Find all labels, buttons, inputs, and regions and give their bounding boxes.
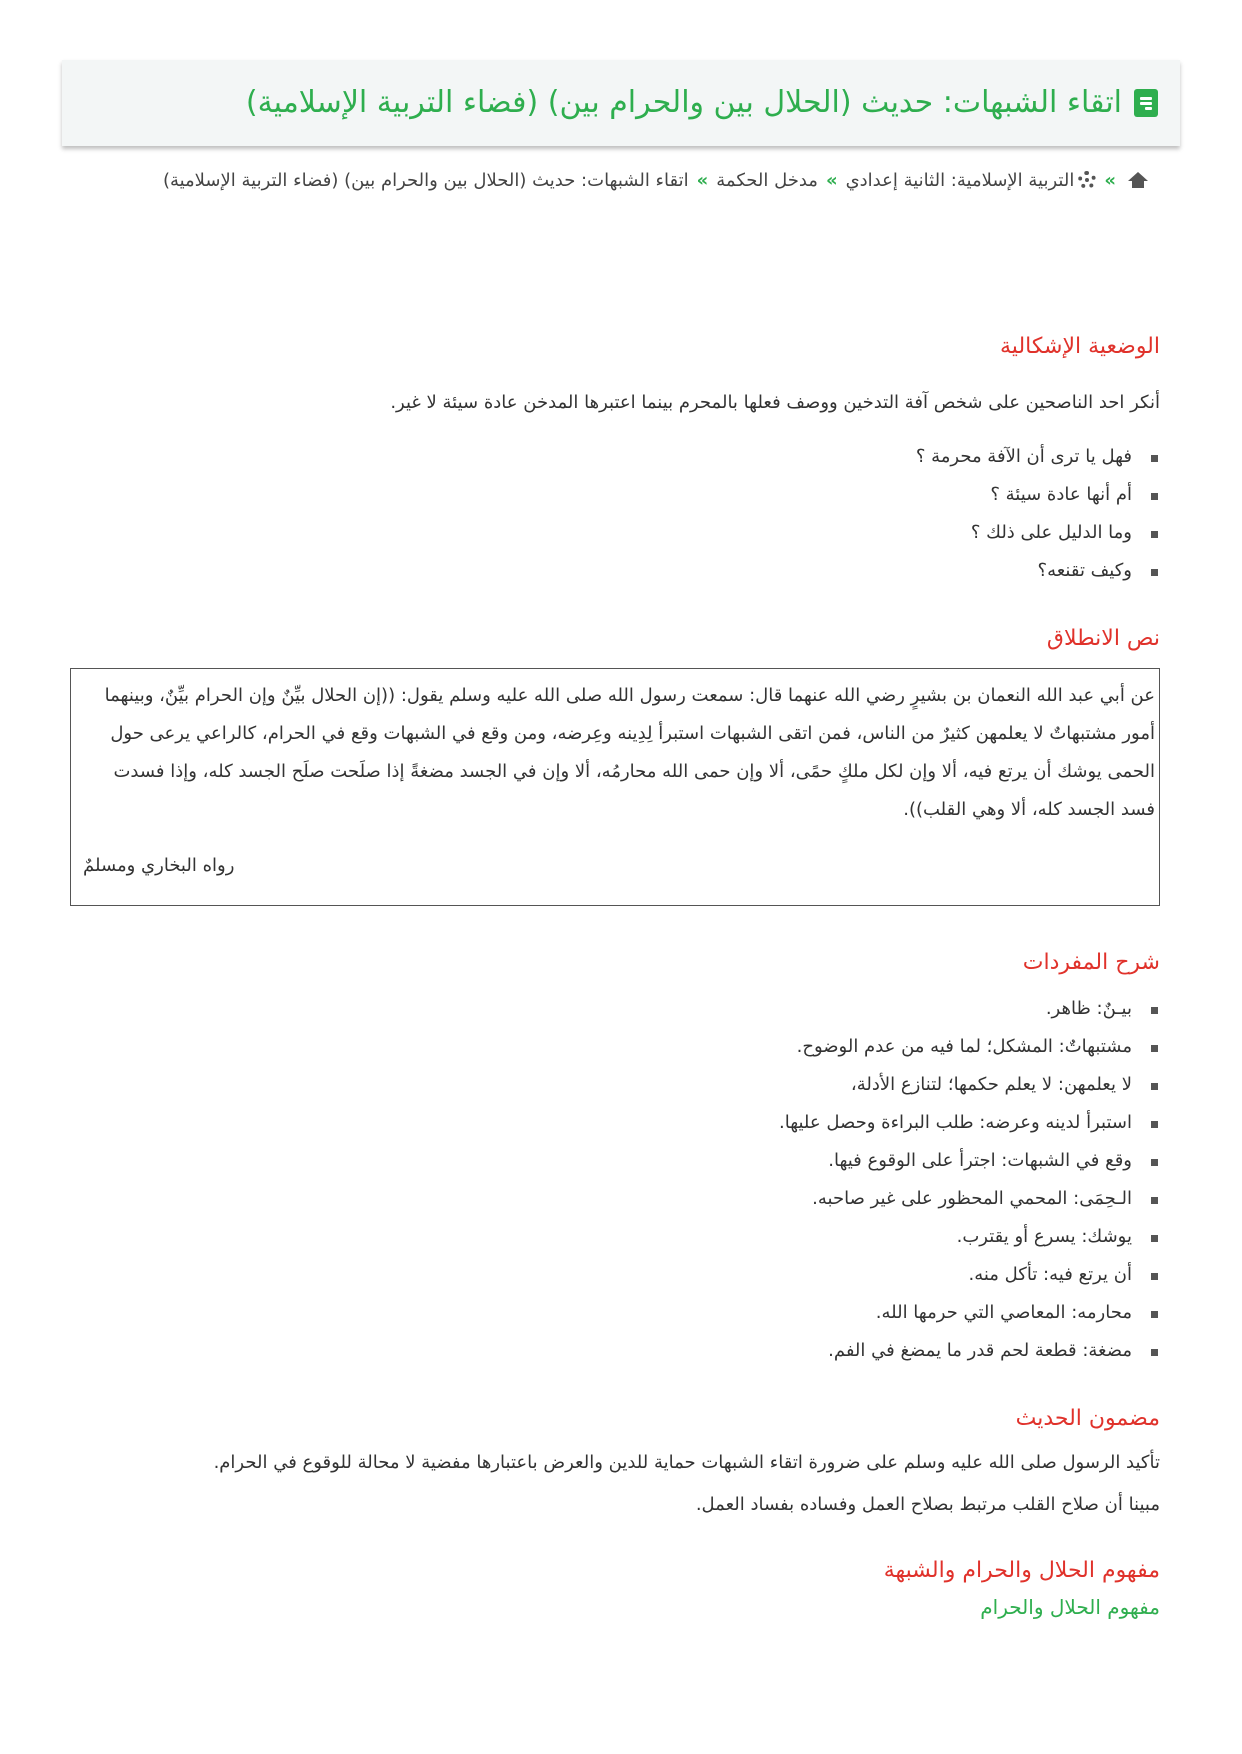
list-item: يوشك: يسرع أو يقترب. <box>70 1218 1132 1256</box>
list-item: وقع في الشبهات: اجترأ على الوقوع فيها. <box>70 1142 1132 1180</box>
content-line: مبينا أن صلاح القلب مرتبط بصلاح العمل وفساده بفساد العمل. <box>695 1494 1160 1515</box>
list-item: لا يعلمهن: لا يعلم حكمها؛ لتنازع الأدلة، <box>70 1066 1132 1104</box>
gear-icon <box>1078 171 1096 189</box>
list-item: بيـنٌ: ظاهر. <box>70 990 1132 1028</box>
section-title-vocab: شرح المفردات <box>1022 950 1160 975</box>
list-item: أم أنها عادة سيئة ؟ <box>70 476 1132 514</box>
breadcrumb-separator: » <box>1104 170 1116 191</box>
list-item: مضغة: قطعة لحم قدر ما يمضغ في الفم. <box>70 1332 1132 1370</box>
list-item: أن يرتع فيه: تأكل منه. <box>70 1256 1132 1294</box>
list-item: وما الدليل على ذلك ؟ <box>70 514 1132 552</box>
page-header <box>62 60 1180 146</box>
list-item: استبرأ لدينه وعرضه: طلب البراءة وحصل عليها. <box>70 1104 1132 1142</box>
list-item: الـحِمَى: المحمي المحظور على غير صاحبه. <box>70 1180 1132 1218</box>
breadcrumb <box>148 164 1148 198</box>
section-title-content: مضمون الحديث <box>1015 1406 1160 1431</box>
content-section <box>70 1404 1160 1526</box>
breadcrumb-separator: » <box>825 170 838 191</box>
vocab-list <box>70 990 1160 1370</box>
page-title: اتقاء الشبهات: حديث (الحلال بين والحرام بين) (فضاء التربية الإسلامية) <box>245 85 1122 120</box>
hadith-text: عن أبي عبد الله النعمان بن بشيرٍ رضي الله عنهما قال: سمعت رسول الله صلى الله عليه وسلم يقول: ((إن الحلال بيِّنٌ وإن الحرام بيِّنٌ، وبينهما أمور مشتبهاتٌ لا يعلمهن كثيرٌ من الناس، فمن اتقى الشبهات استبرأ لِدِينه وعِرضه، ومن وقع في الشبهات وقع في الحرام، كالراعي يرعى حول الحمى يوشك أن يرتع فيه، ألا وإن لكل ملكٍ حمًى، ألا وإن حمى الله محارمُه، ألا وإن في الجسد مضغةً إذا صلَحت صلَح الجسد كله، وإذا فسدت فسد الجسد كله، ألا وهي القلب)). <box>104 685 1155 820</box>
list-item: فهل يا ترى أن الآفة محرمة ؟ <box>70 438 1132 476</box>
main-content <box>70 332 1160 1622</box>
problem-section <box>70 332 1160 590</box>
section-title-problem: الوضعية الإشكالية <box>1000 334 1160 359</box>
breadcrumb-separator: » <box>696 170 709 191</box>
home-icon[interactable] <box>1128 172 1148 188</box>
breadcrumb-item-current: اتقاء الشبهات: حديث (الحلال بين والحرام بين) (فضاء التربية الإسلامية) <box>162 170 689 191</box>
section-title-concept: مفهوم الحلال والحرام والشبهة <box>883 1558 1160 1583</box>
hadith-box <box>70 668 1160 906</box>
list-item: محارمه: المعاصي التي حرمها الله. <box>70 1294 1132 1332</box>
breadcrumb-item-subject[interactable]: التربية الإسلامية: الثانية إعدادي <box>845 170 1075 191</box>
breadcrumb-item-unit[interactable]: مدخل الحكمة <box>716 170 818 191</box>
text-section <box>70 624 1160 906</box>
hadith-source: رواه البخاري ومسلمٌ <box>83 855 235 876</box>
questions-list <box>70 438 1160 590</box>
section-title-text: نص الانطلاق <box>1046 626 1160 651</box>
list-item: مشتبهاتٌ: المشكل؛ لما فيه من عدم الوضوح. <box>70 1028 1132 1066</box>
problem-text: أنكر احد الناصحين على شخص آفة التدخين ووصف فعلها بالمحرم بينما اعتبرها المدخن عادة سيئة لا غير. <box>390 392 1160 413</box>
concept-section <box>70 1556 1160 1622</box>
document-icon <box>1134 89 1158 117</box>
list-item: وكيف تقنعه؟ <box>70 552 1132 590</box>
vocab-section <box>70 948 1160 1370</box>
subtitle-halal-haram: مفهوم الحلال والحرام <box>980 1595 1160 1619</box>
content-line: تأكيد الرسول صلى الله عليه وسلم على ضرورة اتقاء الشبهات حماية للدين والعرض باعتبارها مفضية لا محالة للوقوع في الحرام. <box>213 1452 1160 1473</box>
